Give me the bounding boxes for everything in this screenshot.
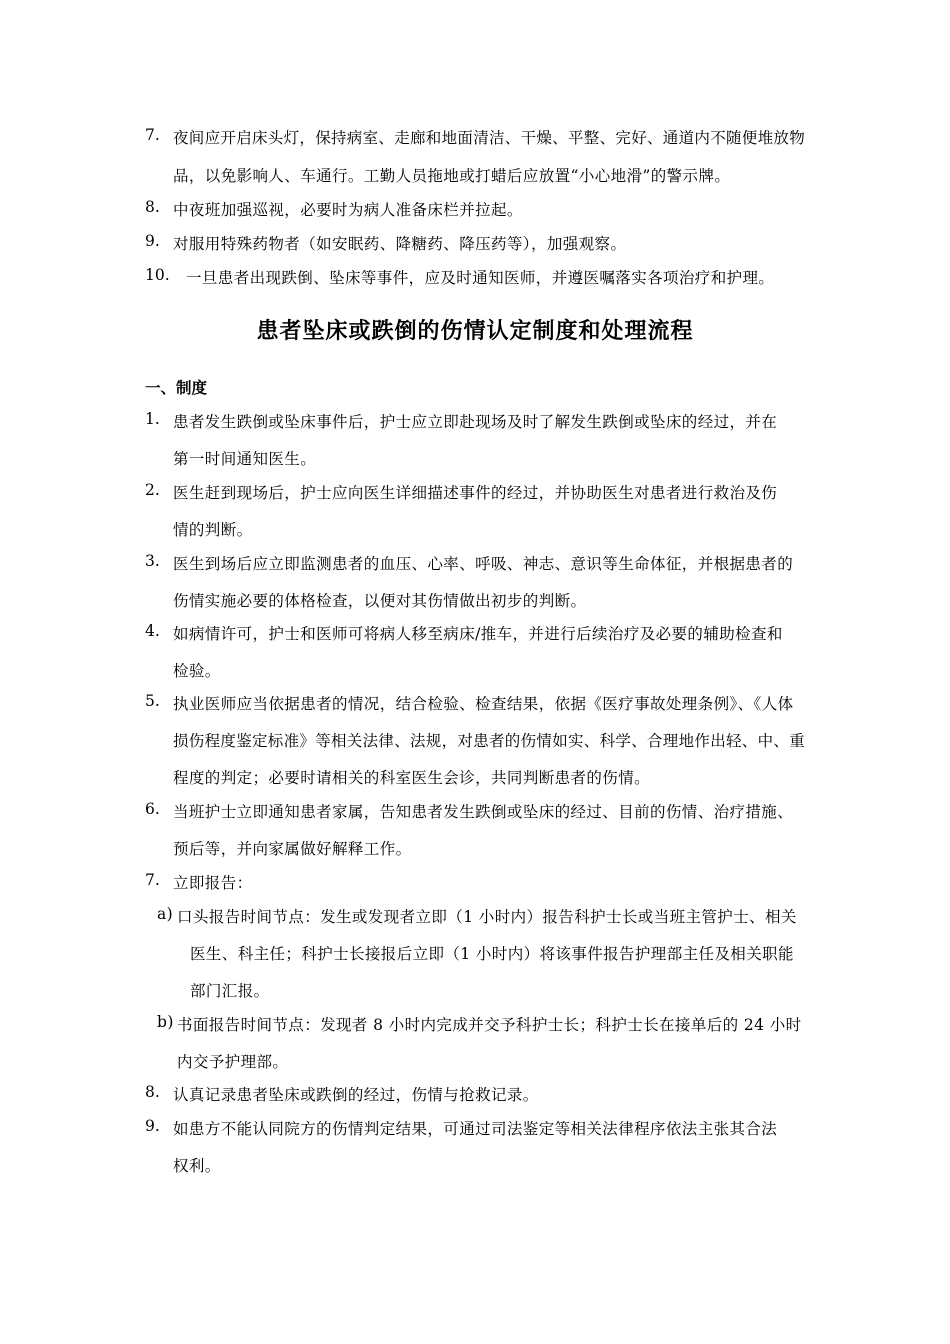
rule-text: 情的判断。 — [173, 521, 253, 539]
list-number: 7. — [145, 126, 160, 144]
rule-text: 医生赶到现场后，护士应向医生详细描述事件的经过，并协助医生对患者进行救治及伤 — [173, 484, 778, 502]
rule-number: 2. — [145, 481, 160, 499]
rule-text: 伤情实施必要的体格检查，以便对其伤情做出初步的判断。 — [173, 592, 587, 610]
rule-text: 医生到场后应立即监测患者的血压、心率、呼吸、神志、意识等生命体征，并根据患者的 — [173, 555, 794, 573]
rule-text: 立即报告： — [173, 874, 253, 892]
sub-item-text: 部门汇报。 — [190, 982, 270, 1000]
rule-number: 6. — [145, 800, 160, 818]
list-number: 8. — [145, 198, 160, 216]
rule-number: 7. — [145, 871, 160, 889]
rule-text: 检验。 — [173, 662, 221, 680]
rule-text: 程度的判定；必要时请相关的科室医生会诊，共同判断患者的伤情。 — [173, 769, 651, 787]
rule-text: 第一时间通知医生。 — [173, 450, 317, 468]
rule-number: 4. — [145, 622, 160, 640]
list-text: 品，以免影响人、车通行。工勤人员拖地或打蜡后应放置“小心地滑”的警示牌。 — [173, 167, 731, 185]
rule-text: 认真记录患者坠床或跌倒的经过，伤情与抢救记录。 — [173, 1086, 539, 1104]
sub-item-text: 口头报告时间节点：发生或发现者立即（1 小时内）报告科护士长或当班主管护士、相关 — [177, 908, 797, 926]
rule-text: 患者发生跌倒或坠床事件后，护士应立即赴现场及时了解发生跌倒或坠床的经过，并在 — [173, 413, 778, 431]
rule-number: 5. — [145, 692, 160, 710]
rule-number: 9. — [145, 1117, 160, 1135]
rule-number: 1. — [145, 410, 160, 428]
sub-item-marker: b) — [157, 1013, 174, 1031]
list-number: 10. — [145, 266, 170, 284]
sub-item-text: 医生、科主任；科护士长接报后立即（1 小时内）将该事件报告护理部主任及相关职能 — [190, 945, 794, 963]
rule-text: 如患方不能认同院方的伤情判定结果，可通过司法鉴定等相关法律程序依法主张其合法 — [173, 1120, 778, 1138]
rule-text: 执业医师应当依据患者的情况，结合检验、检查结果，依据《医疗事故处理条例》、《人体 — [173, 695, 794, 713]
list-text: 夜间应开启床头灯，保持病室、走廊和地面清洁、干燥、平整、完好、通道内不随便堆放物 — [173, 129, 806, 147]
sub-item-text: 内交予护理部。 — [177, 1053, 289, 1071]
rule-number: 8. — [145, 1083, 160, 1101]
rule-text: 预后等，并向家属做好解释工作。 — [173, 840, 412, 858]
section-heading: 一、制度 — [145, 379, 208, 397]
rule-text: 当班护士立即通知患者家属，告知患者发生跌倒或坠床的经过、目前的伤情、治疗措施、 — [173, 803, 794, 821]
list-text: 一旦患者出现跌倒、坠床等事件，应及时通知医师，并遵医嘱落实各项治疗和护理。 — [186, 269, 775, 287]
rule-text: 权利。 — [173, 1157, 221, 1175]
list-number: 9. — [145, 232, 160, 250]
page-title: 患者坠床或跌倒的伤情认定制度和处理流程 — [256, 319, 694, 344]
rule-text: 如病情许可，护士和医师可将病人移至病床/推车，并进行后续治疗及必要的辅助检查和 — [173, 625, 783, 643]
list-text: 中夜班加强巡视，必要时为病人准备床栏并拉起。 — [173, 201, 523, 219]
list-text: 对服用特殊药物者（如安眠药、降糖药、降压药等），加强观察。 — [173, 235, 627, 253]
sub-item-marker: a) — [157, 905, 174, 923]
rule-number: 3. — [145, 552, 160, 570]
rule-text: 损伤程度鉴定标准》等相关法律、法规，对患者的伤情如实、科学、合理地作出轻、中、重 — [173, 732, 806, 750]
sub-item-text: 书面报告时间节点：发现者 8 小时内完成并交予科护士长；科护士长在接单后的 24 小时 — [177, 1016, 802, 1034]
